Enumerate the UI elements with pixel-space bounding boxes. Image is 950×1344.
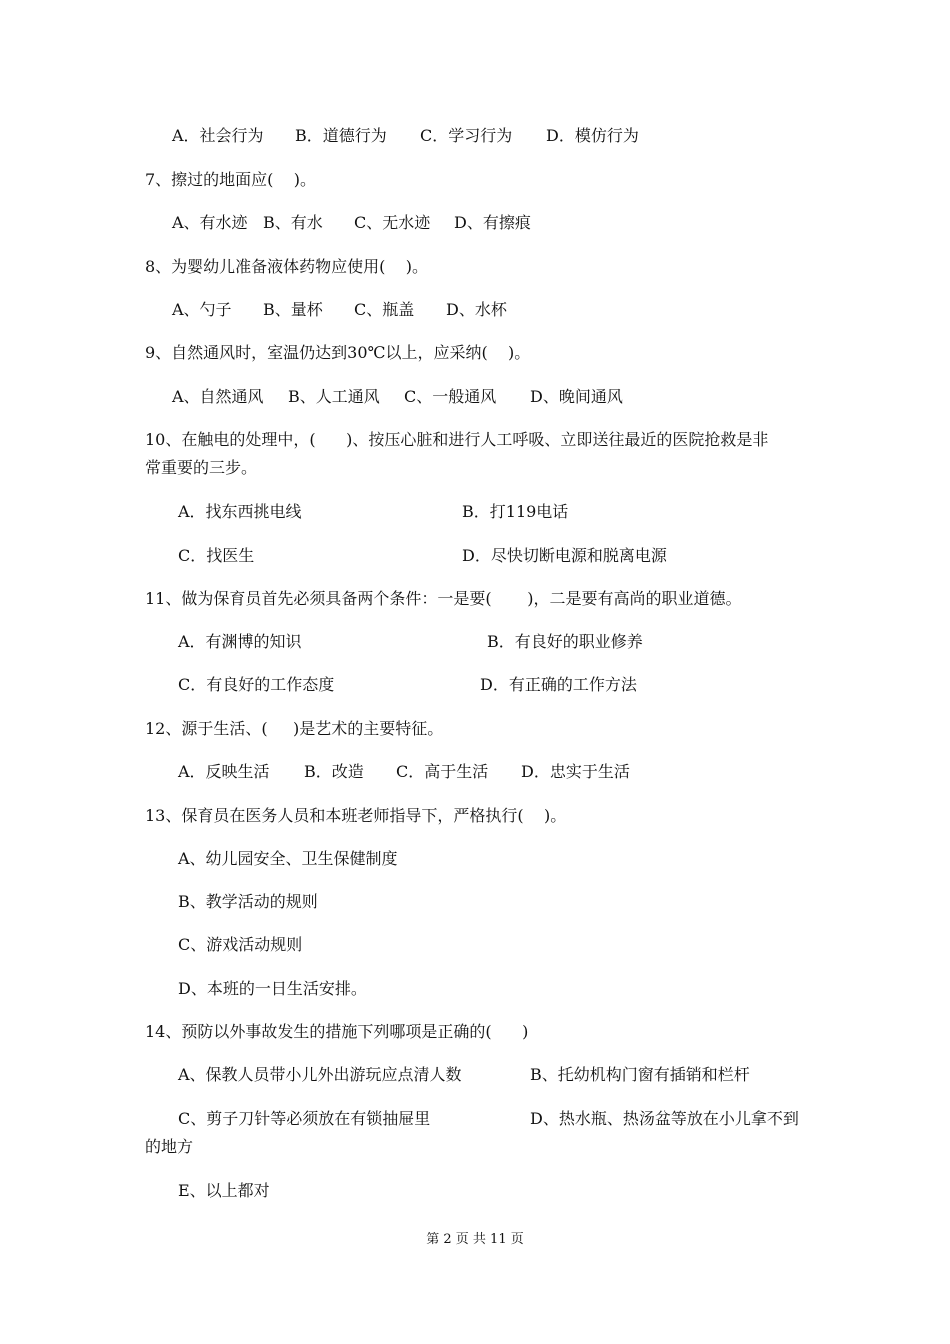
q8-stem: 8、为婴幼儿准备液体药物应使用( )。 <box>145 257 429 276</box>
q14-option-e: E、以上都对 <box>178 1181 270 1200</box>
q11-option-c: C．有良好的工作态度 <box>178 675 335 694</box>
q8-option-d: D、水杯 <box>446 300 507 319</box>
q7-option-d: D、有擦痕 <box>454 213 531 232</box>
q8-option-b: B、量杯 <box>263 300 323 319</box>
q13-option-d: D、本班的一日生活安排。 <box>178 979 367 998</box>
q14-option-d-line1: D、热水瓶、热汤盆等放在小儿拿不到 <box>530 1109 799 1128</box>
q12-option-b: B．改造 <box>304 762 364 781</box>
q11-option-a: A．有渊博的知识 <box>178 632 302 651</box>
q13-option-a: A、幼儿园安全、卫生保健制度 <box>178 849 398 868</box>
q7-option-a: A、有水迹 <box>172 213 248 232</box>
q11-option-b: B．有良好的职业修养 <box>487 632 643 651</box>
q11-option-d: D．有正确的工作方法 <box>480 675 637 694</box>
q10-option-a: A．找东西挑电线 <box>178 502 302 521</box>
q12-option-a: A．反映生活 <box>178 762 270 781</box>
q10-stem-line2: 常重要的三步。 <box>145 458 258 477</box>
q10-option-d: D．尽快切断电源和脱离电源 <box>462 546 667 565</box>
q7-option-c: C、无水迹 <box>354 213 431 232</box>
q6-option-c: C．学习行为 <box>420 126 513 145</box>
q9-option-c: C、一般通风 <box>404 387 497 406</box>
q14-option-a: A、保教人员带小儿外出游玩应点清人数 <box>178 1065 462 1084</box>
q12-option-d: D．忠实于生活 <box>521 762 630 781</box>
q14-stem: 14、预防以外事故发生的措施下列哪项是正确的( ) <box>145 1022 529 1041</box>
q14-option-b: B、托幼机构门窗有插销和栏杆 <box>530 1065 750 1084</box>
q12-option-c: C．高于生活 <box>396 762 489 781</box>
q9-option-a: A、自然通风 <box>172 387 264 406</box>
q10-stem-line1: 10、在触电的处理中，( )、按压心脏和进行人工呼吸、立即送往最近的医院抢救是非 <box>145 430 769 449</box>
q14-option-c: C、剪子刀针等必须放在有锁抽屉里 <box>178 1109 431 1128</box>
q10-option-c: C．找医生 <box>178 546 255 565</box>
q6-option-b: B．道德行为 <box>295 126 387 145</box>
q10-option-b: B．打119电话 <box>462 502 569 521</box>
q7-stem: 7、擦过的地面应( )。 <box>145 170 317 189</box>
page-footer: 第 2 页 共 11 页 <box>426 1232 524 1247</box>
q13-stem: 13、保育员在医务人员和本班老师指导下，严格执行( )。 <box>145 806 567 825</box>
q6-option-a: A．社会行为 <box>172 126 264 145</box>
q11-stem: 11、做为保育员首先必须具备两个条件：一是要( )，二是要有高尚的职业道德。 <box>145 589 742 608</box>
q12-stem: 12、源于生活、( )是艺术的主要特征。 <box>145 719 444 738</box>
q9-option-b: B、人工通风 <box>288 387 380 406</box>
q7-option-b: B、有水 <box>263 213 323 232</box>
q6-option-d: D．模仿行为 <box>546 126 639 145</box>
q9-stem: 9、自然通风时，室温仍达到30℃以上，应采纳( )。 <box>145 343 531 362</box>
q8-option-c: C、瓶盖 <box>354 300 415 319</box>
q14-option-d-line2: 的地方 <box>145 1137 194 1156</box>
q13-option-c: C、游戏活动规则 <box>178 935 303 954</box>
q9-option-d: D、晚间通风 <box>530 387 623 406</box>
q8-option-a: A、勺子 <box>172 300 232 319</box>
q13-option-b: B、教学活动的规则 <box>178 892 318 911</box>
